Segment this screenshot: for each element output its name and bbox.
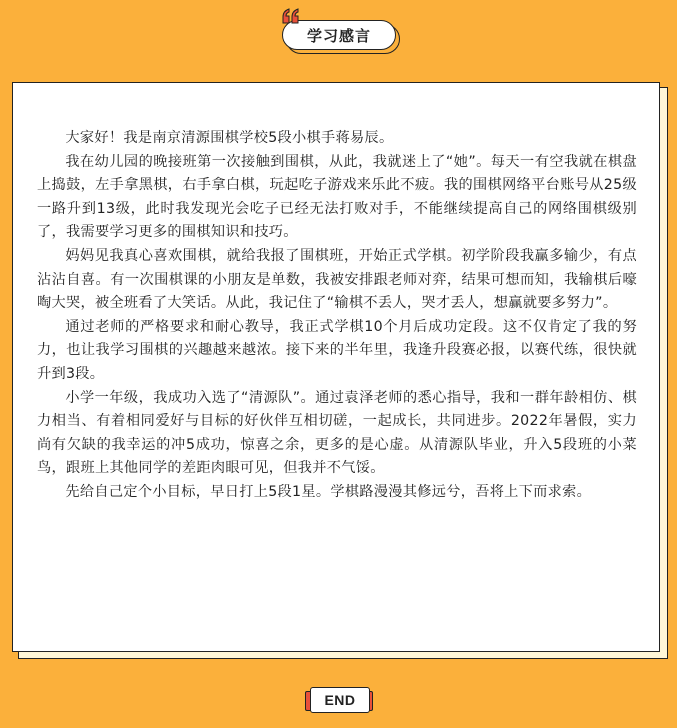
article-paragraph: 大家好！我是南京清源围棋学校5段小棋手蒋易辰。	[65, 130, 394, 146]
end-label: END	[310, 687, 370, 713]
article-paragraph: 我在幼儿园的晚接班第一次接触到围棋，从此，我就迷上了“她”。每天一有空我就在棋盘上捣鼓，左手拿黑棋，右手拿白棋，玩起吃子游戏来乐此不疲。我的围棋网络平台账号从25级一路升到13级，此时我发现光会吃子已经无法打败对手，不能继续提高自己的网络围棋级别了，我需要学习更多的围棋知识和技巧。	[37, 153, 637, 241]
end-badge	[306, 687, 372, 713]
article-paragraph: 妈妈见我真心喜欢围棋，就给我报了围棋班，开始正式学棋。初学阶段我赢多输少，有点沾沾自喜。有一次围棋课的小朋友是单数，我被安排跟老师对弈，结果可想而知，我输棋后嚎啕大哭，被全班看了大笑话。从此，我记住了“输棋不丢人，哭才丢人，想赢就要多努力”。	[37, 247, 637, 312]
content-card	[12, 82, 660, 652]
article-paragraph: 先给自己定个小目标，早日打上5段1星。学棋路漫漫其修远兮，吾将上下而求索。	[65, 483, 592, 500]
article-paragraph: 通过老师的严格要求和耐心教导，我正式学棋10个月后成功定段。这不仅肯定了我的努力，也让我学习围棋的兴趣越来越浓。接下来的半年里，我逢升段赛必报，以赛代练，很快就升到3段。	[37, 318, 637, 382]
quote-mark-icon	[281, 8, 301, 26]
article-paragraph: 小学一年级，我成功入选了“清源队”。通过袁泽老师的悉心指导，我和一群年龄相仿、棋力相当、有着相同爱好与目标的好伙伴互相切磋，一起成长，共同进步。2022年暑假，实力尚有欠缺的我幸运的冲5成功，惊喜之余，更多的是心虚。从清源队毕业，升入5段班的小菜鸟，跟班上其他同学的差距肉眼可见，但我并不气馁。	[37, 389, 637, 477]
page-title: 学习感言	[282, 20, 396, 50]
